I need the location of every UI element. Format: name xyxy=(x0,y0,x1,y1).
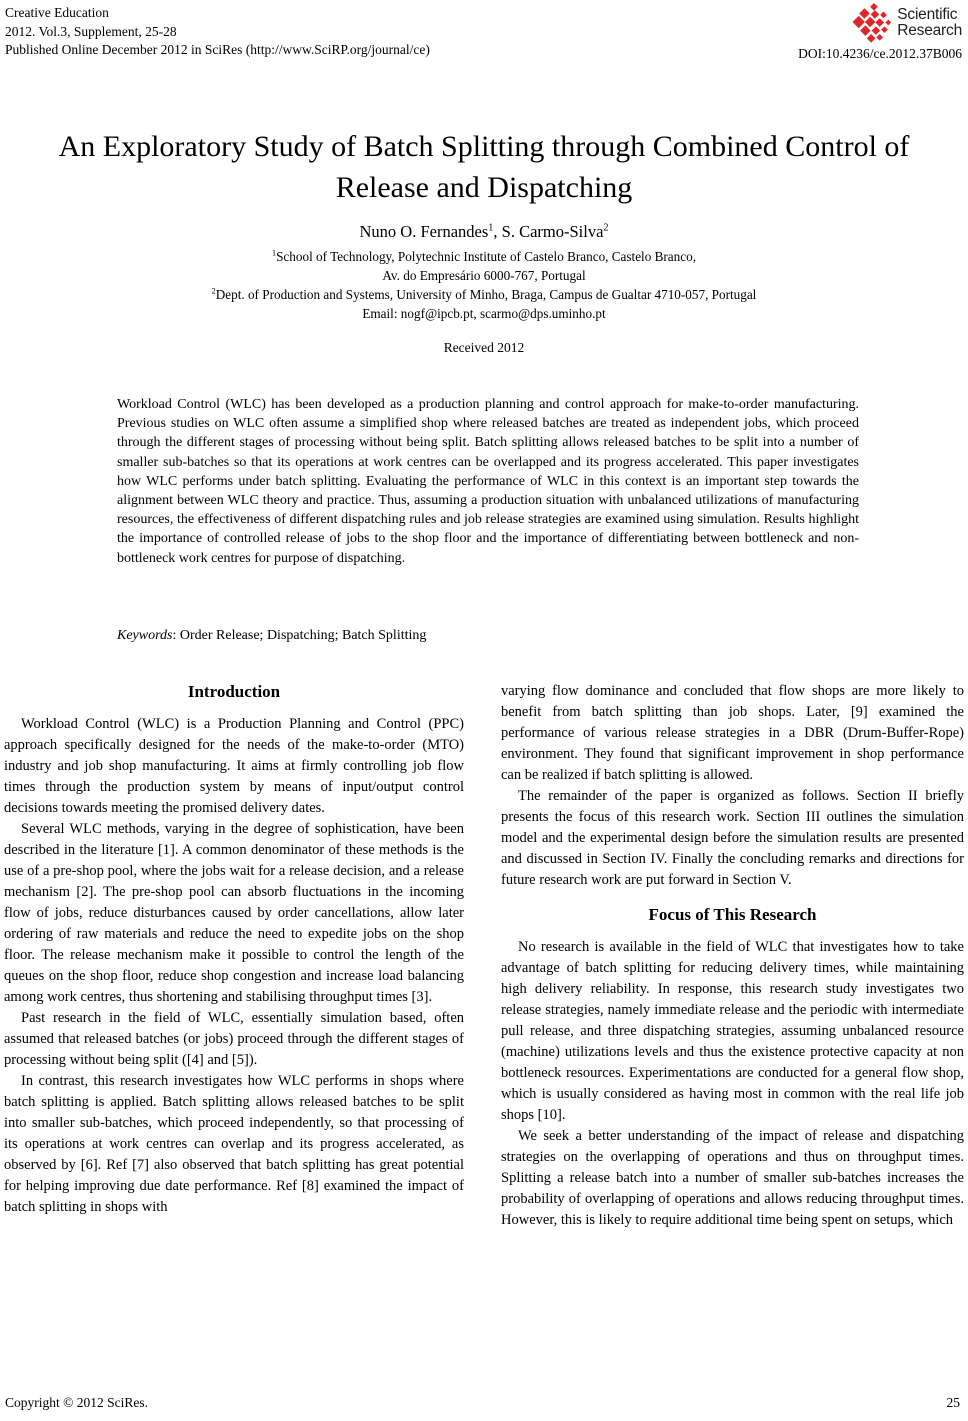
affiliation-line: Av. do Empresário 6000-767, Portugal xyxy=(382,268,586,283)
keywords-line xyxy=(117,628,859,644)
section-heading-introduction: Introduction xyxy=(187,682,281,701)
paragraph: Several WLC methods, varying in the degree of sophistication, have been described in the literature [1]. A common denominator of these methods is the use of a pre-shop pool, where the jobs wait for a release decision, and a release mechanism [2]. The pre-shop pool can absorb fluctuations in the incoming flow of jobs, reduce disturbances caused by order cancellations, allow later ordering of raw materials and reduce the need to expedite jobs on the shop floor. The release mechanism make it possible to control the length of the queues on the shop floor, reduce shop congestion and increase load balancing among work centres, thus shortening and stabilising throughput times [3]. xyxy=(4,821,464,1005)
paragraph: No research is available in the field of WLC that investigates how to take advantage of batch splitting for reducing delivery times, while maintaining high delivery reliability. In response, this research study investigates two release strategies, namely immediate release and the periodic with intermediate pull release, and three dispatching strategies, assuming unbalanced resource (machine) utilizations levels and thus the existence protective capacity at non bottleneck resources. Experimentations are conducted for a general flow shop, which is usually considered as having most in common with the real life job shops [10]. xyxy=(501,939,964,1123)
received-date: Received 2012 xyxy=(443,340,525,355)
journal-volume-line: 2012. Vol.3, Supplement, 25-28 xyxy=(5,23,177,39)
email-line: Email: nogf@ipcb.pt, scarmo@dps.uminho.pt xyxy=(362,306,606,321)
footer-copyright: Copyright © 2012 SciRes. xyxy=(5,1395,149,1410)
author-separator: , xyxy=(493,222,502,241)
publisher-header xyxy=(798,2,962,62)
affiliation-line: $^2$Dept. of Production and Systems, University of Minho, Braga, Campus de Gualtar 4710-057, Portugal xyxy=(211,286,757,302)
body-columns xyxy=(4,681,964,1231)
abstract-text: Workload Control (WLC) has been developed as a production planning and control approach for make-to-order manufacturing. Previous studies on WLC often assume a simplified shop where released batches are treated as independent jobs, which proceed through the different stages of processing without being split. Batch splitting allows released batches to be split into a number of smaller sub-batches so that its operations at work centres can be overlapped and its progress accelerated. This paper investigates how WLC performs under batch splitting. Evaluating the performance of WLC in this context is an important step towards the alignment between WLC theory and practice. Thus, assuming a production situation with unbalanced utilizations of manufacturing resources, the effectiveness of different dispatching rules and job release strategies are examined using simulation. Results highlight the importance of controlled release of jobs to the shop floor and the importance of differentiating between bottleneck and non-bottleneck work centres for purpose of dispatching. xyxy=(117,397,859,566)
paragraph-continuation: varying flow dominance and concluded that flow shops are more likely to benefit from batch splitting than job shops. Later, [9] examined the performance of various release strategies in a DBR (Drum-Buffer-Rope) environment. They found that significant improvement in shop performance can be realized if batch splitting is allowed. xyxy=(501,683,964,783)
author-2-superscript: 2 xyxy=(603,222,609,234)
authors-line xyxy=(0,222,968,242)
right-column xyxy=(501,681,964,1231)
journal-header xyxy=(5,4,430,60)
page-number: 25 xyxy=(946,1395,960,1410)
keywords-values: : Order Release; Dispatching; Batch Splitting xyxy=(172,628,427,643)
paper-title: An Exploratory Study of Batch Splitting through Combined Control of Release and Dispatching xyxy=(58,130,910,205)
author-2: S. Carmo-Silva xyxy=(501,222,604,241)
doi: DOI:10.4236/ce.2012.37B006 xyxy=(798,46,962,61)
scientific-research-logo-icon xyxy=(852,2,894,44)
paragraph: We seek a better understanding of the impact of release and dispatching strategies on the overlapping of operations and thus on throughput times. Splitting a release batch into a number of smaller sub-batches increases the probability of overlapping of operations and allows reducing throughput times. However, this is likely to require additional time being spent on setups, which xyxy=(501,1128,964,1228)
section-heading-focus: Focus of This Research xyxy=(648,905,817,924)
journal-name: Creative Education xyxy=(5,5,109,20)
paragraph: In contrast, this research investigates how WLC performs in shops where batch splitting is applied. Batch splitting allows released batches to be split into smaller sub-batches, which proceed independently, so that processing of its operations at work centres can overlap and its progress accelerated, as observed by [6]. Ref [7] also observed that batch splitting has great potential for helping improving due date performance. Ref [8] examined the impact of batch splitting in shops with xyxy=(4,1073,464,1215)
keywords-label: Keywords xyxy=(117,628,173,643)
page-footer xyxy=(5,1395,960,1411)
journal-published-line: Published Online December 2012 in SciRes (http://www.SciRP.org/journal/ce) xyxy=(5,42,430,58)
publisher-name: Scientific Research xyxy=(897,6,962,39)
affiliations-block xyxy=(0,247,968,323)
paragraph: Workload Control (WLC) is a Production Planning and Control (PPC) approach specifically designed for the needs of the make-to-order (MTO) industry and job shop manufacturing. It aims at firmly controlling job flow times through the production system by means of input/output control decisions towards meeting the promised delivery dates. xyxy=(4,716,464,816)
paragraph: The remainder of the paper is organized as follows. Section II briefly presents the focus of this research work. Section III outlines the simulation model and the experimental design before the simulation results are presented and discussed in Section IV. Finally the concluding remarks and directions for future research work are put forward in Section V. xyxy=(501,788,964,888)
author-1-superscript: 1 xyxy=(488,222,494,234)
affiliation-line: $^1$School of Technology, Polytechnic Institute of Castelo Branco, Castelo Branco, xyxy=(272,248,696,264)
author-1: Nuno O. Fernandes xyxy=(359,222,489,241)
paragraph: Past research in the field of WLC, essentially simulation based, often assumed that released batches (or jobs) proceed through the different stages of processing without being split ([4] and [5]). xyxy=(4,1010,464,1068)
left-column xyxy=(4,681,464,1231)
